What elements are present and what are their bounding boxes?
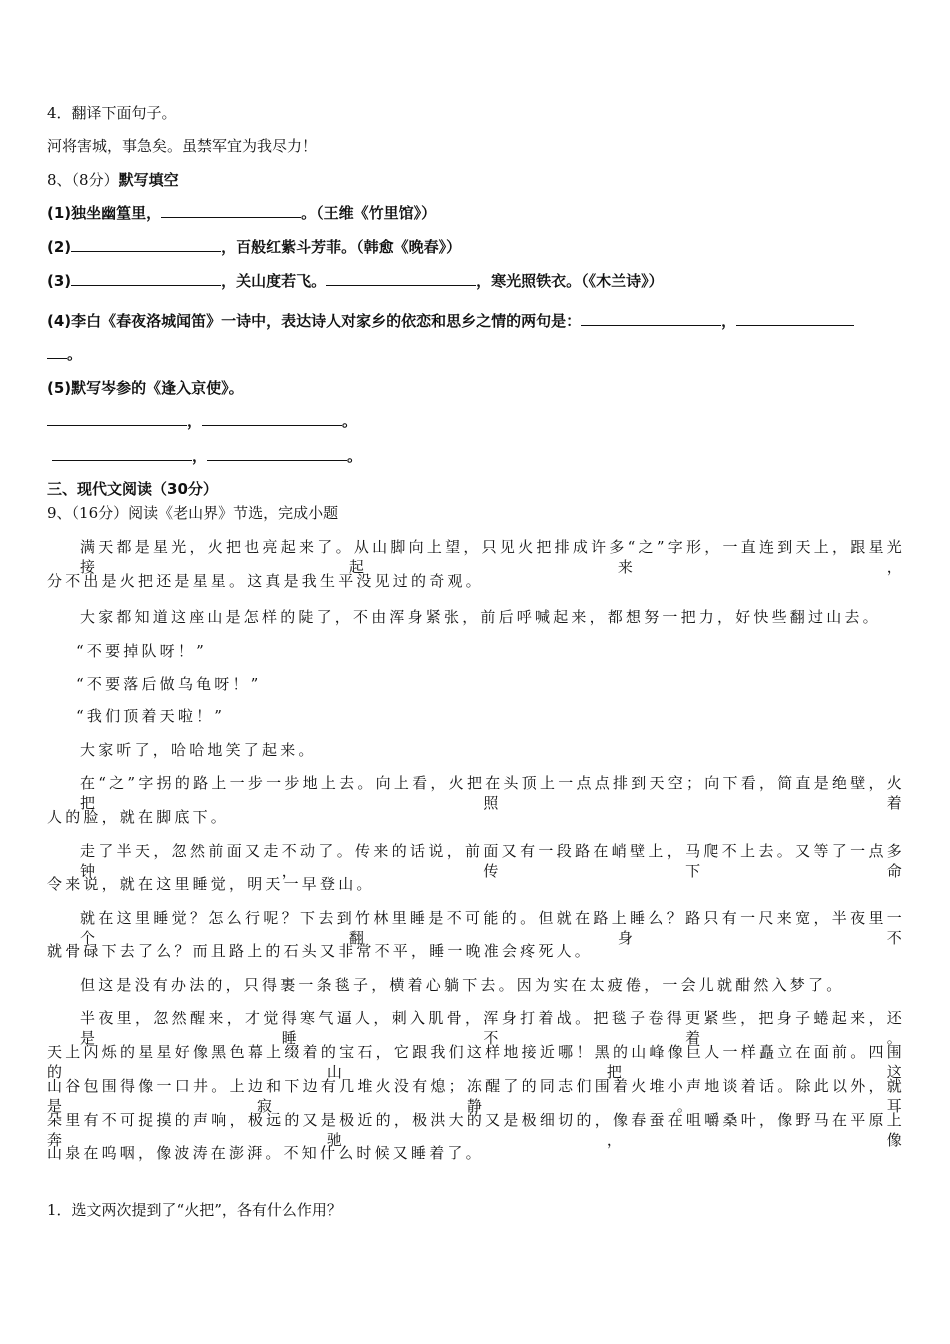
passage-line: 山泉在呜咽，像波涛在澎湃。不知什么时候又睡着了。	[47, 1144, 484, 1162]
answer-blank[interactable]	[326, 271, 476, 286]
q4-title: 4．翻译下面句子。	[47, 104, 177, 122]
answer-blank[interactable]	[161, 203, 301, 218]
answer-blank[interactable]	[47, 411, 187, 426]
q8-item-2	[47, 237, 461, 257]
item-text: (2)	[47, 238, 72, 256]
passage-line: 走了半天，忽然前面又走不动了。传来的话说，前面又有一段路在峭壁上，马爬不上去。又等了一点多钟，传下命	[80, 842, 905, 880]
q8-item-5-line-1	[47, 411, 357, 431]
answer-blank[interactable]	[71, 271, 221, 286]
passage-line: 在“之”字拐的路上一步一步地上去。向上看，火把在头顶上一点点排到天空；向下看，简直是绝壁，火把照着	[80, 774, 905, 812]
passage-line: “不要掉队呀！”	[76, 642, 207, 660]
passage-line: 天上闪烁的星星好像黑色幕上缀着的宝石，它跟我们这样地接近哪！黑的山峰像巨人一样矗立在面前。四围的山把这	[47, 1043, 905, 1081]
q8-item-4-cont	[47, 344, 82, 364]
item-text: (4)李白《春夜洛城闻笛》一诗中，表达诗人对家乡的依恋和思乡之情的两句是：	[47, 312, 582, 330]
item-text: 。（王维《竹里馆》）	[301, 204, 437, 222]
q9-sub-question-1: 1．选文两次提到了“火把”，各有什么作用？	[47, 1201, 342, 1219]
answer-blank[interactable]	[207, 446, 347, 461]
item-text: ，寒光照铁衣。（《木兰诗》）	[476, 272, 664, 290]
comma: ，	[721, 312, 737, 330]
passage-line: 满天都是星光，火把也亮起来了。从山脚向上望，只见火把排成许多“之”字形，一直连到天上，跟星光接起来，	[80, 538, 905, 576]
item-text: ，关山度若飞。	[221, 272, 327, 290]
passage-line: 就在这里睡觉？怎么行呢？下去到竹林里睡是不可能的。但就在路上睡么？路只有一尺来宽，半夜里一个翻身不	[80, 909, 905, 947]
q9-header: 9、（16分）阅读《老山界》节选，完成小题	[47, 504, 339, 522]
q4-sentence: 河将害城，事急矣。虽禁军宜为我尽力！	[47, 137, 318, 155]
q8-item-5: (5)默写岑参的《逢入京使》。	[47, 379, 244, 397]
answer-blank[interactable]	[202, 411, 342, 426]
passage-line: 人的脸，就在脚底下。	[47, 808, 230, 826]
passage-line: 大家都知道这座山是怎样的陡了，不由浑身紧张，前后呼喊起来，都想努一把力，好快些翻过山去。	[80, 608, 881, 626]
item-text: ，百般红紫斗芳菲。（韩愈《晚春》）	[221, 238, 462, 256]
period: 。	[347, 447, 363, 465]
q8-title: 默写填空	[118, 171, 179, 189]
period: 。	[342, 412, 358, 430]
item-text: (1)独坐幽篁里，	[47, 204, 162, 222]
section-3-title: 三、现代文阅读（30分）	[47, 480, 218, 498]
q8-header	[47, 170, 179, 190]
comma: ，	[187, 412, 203, 430]
q8-item-1	[47, 203, 436, 223]
comma: ，	[192, 447, 208, 465]
passage-line: “我们顶着天啦！”	[76, 707, 226, 725]
answer-blank[interactable]	[581, 311, 721, 326]
item-text: (3)	[47, 272, 72, 290]
q8-number: 8、（8分）	[47, 171, 119, 189]
q8-item-5-line-2	[52, 446, 362, 466]
answer-blank[interactable]	[71, 237, 221, 252]
passage-line: 分不出是火把还是星星。这真是我生平没见过的奇观。	[47, 572, 484, 590]
passage-line: 但这是没有办法的，只得裹一条毯子，横着心躺下去。因为实在太疲倦，一会儿就酣然入梦了。	[80, 976, 845, 994]
passage-line: 朵里有不可捉摸的声响，极远的又是极近的，极洪大的又是极细切的，像春蚕在咀嚼桑叶，像野马在平原上奔驰，像	[47, 1111, 905, 1149]
answer-blank[interactable]	[736, 311, 854, 326]
q8-item-4	[47, 311, 854, 331]
answer-blank[interactable]	[52, 446, 192, 461]
period: 。	[67, 345, 83, 363]
passage-line: 山谷包围得像一口井。上边和下边有几堆火没有熄；冻醒了的同志们围着火堆小声地谈着话。除此以外，就是寂静。耳	[47, 1077, 905, 1115]
passage-line: 令来说，就在这里睡觉，明天一早登山。	[47, 875, 375, 893]
q8-item-3	[47, 271, 664, 291]
passage-line: 半夜里，忽然醒来，才觉得寒气逼人，刺入肌骨，浑身打着战。把毯子卷得更紧些，把身子蜷起来，还是睡不着。	[80, 1009, 905, 1047]
answer-blank[interactable]	[47, 344, 67, 359]
passage-line: “不要落后做乌龟呀！”	[76, 675, 262, 693]
passage-line: 就骨碌下去了么？而且路上的石头又非常不平，睡一晚准会疼死人。	[47, 942, 594, 960]
passage-line: 大家听了，哈哈地笑了起来。	[80, 741, 317, 759]
